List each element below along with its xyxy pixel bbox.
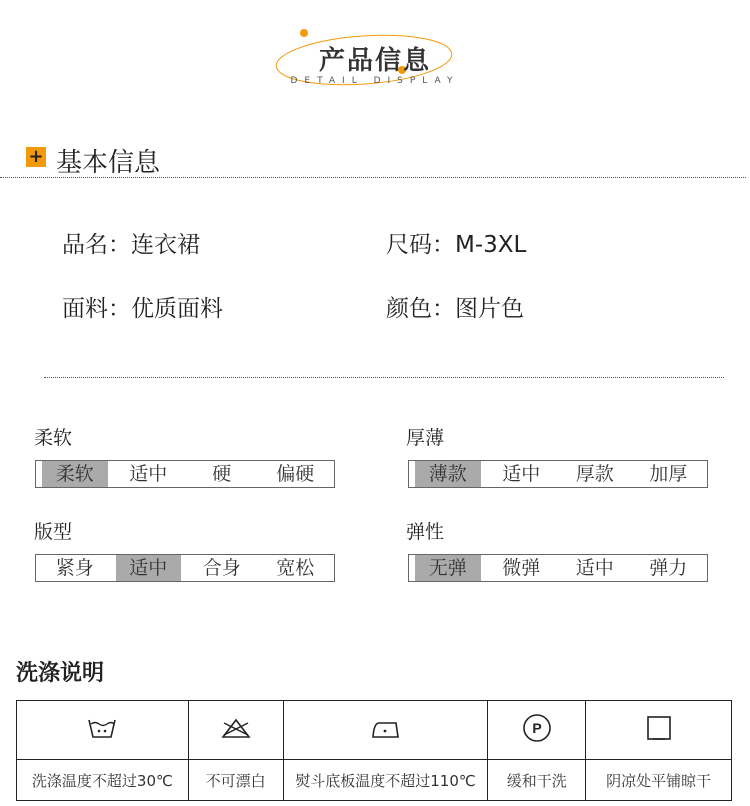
- elasticity-scale: [408, 554, 708, 582]
- elasticity-option: 弹力: [649, 557, 688, 579]
- info-color-value: 图片色: [455, 296, 524, 322]
- info-name: [62, 226, 200, 259]
- flat-dry-label: 阴凉处平铺晾干: [586, 760, 732, 801]
- fit-option: 合身: [202, 557, 241, 579]
- dry-clean-p-icon: [522, 713, 552, 743]
- bleach-cell-icon: [188, 701, 283, 760]
- wash-table: [16, 700, 732, 801]
- dry-cell-icon: [586, 701, 732, 760]
- thickness-option: 厚款: [575, 463, 614, 485]
- dry-clean-label: 缓和干洗: [488, 760, 586, 801]
- info-color-label: 颜色 ：: [386, 296, 455, 322]
- header-title: 产品信息: [318, 46, 431, 76]
- softness-option-selected: 柔软: [42, 461, 108, 487]
- ornament-dot-left: [300, 29, 308, 37]
- softness-option: 硬: [212, 463, 232, 485]
- thickness-option: 适中: [502, 463, 541, 485]
- dry-clean-letter: P: [532, 720, 542, 736]
- info-name-label: 品名 ：: [62, 232, 131, 258]
- thickness-label: 厚薄: [406, 427, 445, 449]
- elasticity-option-selected: 无弹: [415, 555, 481, 581]
- info-fabric-value: 优质面料: [131, 296, 223, 322]
- wash-temp-label: 洗涤温度不超过30℃: [17, 760, 189, 801]
- info-fabric: [62, 290, 223, 323]
- elasticity-label: 弹性: [406, 521, 445, 543]
- softness-option: 偏硬: [276, 463, 315, 485]
- fit-label: 版型: [34, 521, 73, 543]
- section-title: 基本信息: [56, 148, 161, 178]
- info-size-label: 尺码 ：: [386, 232, 455, 258]
- info-name-value: 连衣裙: [131, 232, 200, 258]
- no-bleach-icon: [221, 717, 251, 739]
- thickness-option-selected: 薄款: [415, 461, 481, 487]
- fit-option: 宽松: [276, 557, 315, 579]
- elasticity-option: 适中: [575, 557, 614, 579]
- detail-header: [0, 0, 750, 120]
- iron-icon: [369, 717, 401, 739]
- wash-cell-icon: [17, 701, 189, 760]
- dotted-divider-middle: [44, 377, 724, 378]
- softness-option: 适中: [129, 463, 168, 485]
- wash-title: 洗涤说明: [16, 661, 105, 686]
- info-color: [386, 290, 524, 323]
- elasticity-option: 微弹: [502, 557, 541, 579]
- plus-icon: +: [26, 147, 46, 167]
- iron-cell-icon: [283, 701, 488, 760]
- softness-scale: [35, 460, 335, 488]
- thickness-option: 加厚: [649, 463, 688, 485]
- fit-option: 紧身: [55, 557, 94, 579]
- thickness-scale: [408, 460, 708, 488]
- no-bleach-label: 不可漂白: [188, 760, 283, 801]
- fit-option-selected: 适中: [116, 555, 182, 581]
- softness-label: 柔软: [34, 427, 73, 449]
- info-size: [386, 226, 526, 259]
- info-size-value: M-3XL: [455, 232, 527, 258]
- fit-scale: [35, 554, 335, 582]
- info-fabric-label: 面料 ：: [62, 296, 131, 322]
- header-subtitle: DETAIL DISPLAY: [290, 76, 460, 86]
- dryclean-cell-icon: [488, 701, 586, 760]
- flat-dry-icon: [645, 714, 673, 742]
- wash-tub-icon: [87, 717, 117, 739]
- dotted-divider-top: [0, 177, 746, 178]
- iron-temp-label: 熨斗底板温度不超过110℃: [283, 760, 488, 801]
